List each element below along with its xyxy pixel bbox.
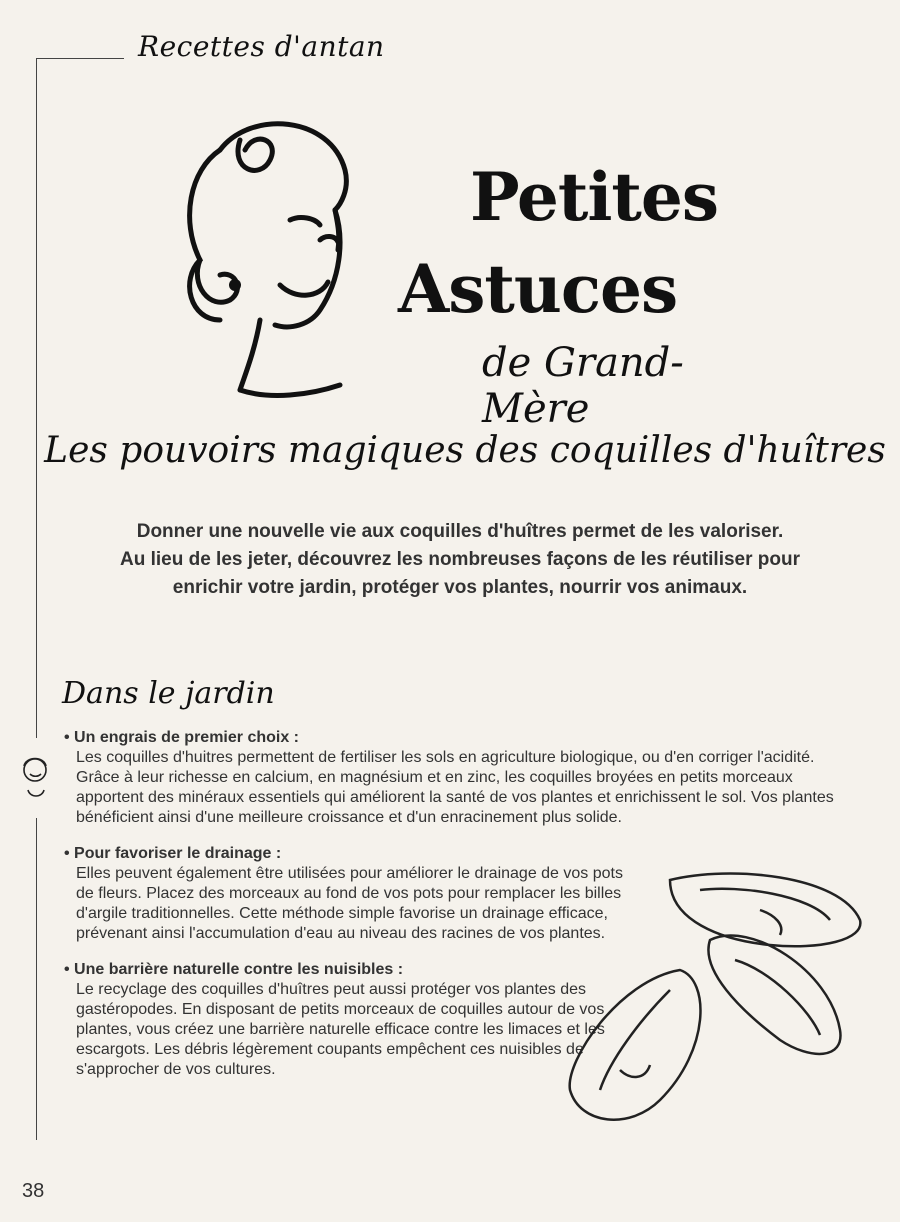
article-subtitle: Les pouvoirs magiques des coquilles d'huîtres	[44, 430, 886, 471]
page-number: 38	[22, 1180, 45, 1202]
oyster-shells-illustration	[560, 860, 870, 1130]
intro-paragraph	[80, 518, 840, 602]
title-line-astuces: Astuces	[398, 250, 678, 328]
main-title	[350, 150, 750, 432]
tip-text: Le recyclage des coquilles d'huîtres peut aussi protéger vos plantes des gastéropodes. En disposant de petits morceaux de coquilles autour de vos plantes, vous créez une barrière naturelle efficace contre les limaces et les escargots. Les débris légèrement coupants empêchent ces nuisibles de s'approcher de vos cultures.	[76, 981, 605, 1078]
grandmother-thumbnail-icon	[16, 752, 54, 804]
section-tag: Recettes d'antan	[138, 30, 385, 63]
header-rule	[36, 58, 124, 59]
tip-text: Les coquilles d'huitres permettent de fertiliser les sols en agriculture biologique, ou d'en corriger l'acidité. Grâce à leur richesse en calcium, en magnésium et en zinc, les coquilles broyées en petits morceaux apportent des minéraux essentiels qui améliorent la santé de vos plantes et enrichissent le sol. Vos plantes bénéficient ainsi d'une meilleure croissance et d'un enracinement plus solide.	[76, 749, 834, 826]
margin-rule	[36, 58, 37, 738]
tip-item	[64, 960, 624, 1080]
tip-title: • Pour favoriser le drainage :	[64, 845, 282, 862]
intro-line: Au lieu de les jeter, découvrez les nombreuses façons de les réutiliser pour	[119, 549, 801, 570]
intro-line: Donner une nouvelle vie aux coquilles d'huîtres permet de les valoriser.	[136, 521, 784, 542]
grandmother-portrait-illustration	[160, 110, 360, 410]
title-line-grand-mere: de Grand-Mère	[482, 340, 684, 432]
title-line-petites: Petites	[470, 158, 719, 236]
intro-line: enrichir votre jardin, protéger vos plantes, nourrir vos animaux.	[172, 577, 748, 598]
section-heading: Dans le jardin	[62, 676, 275, 711]
tip-item	[64, 844, 644, 944]
tip-title: • Un engrais de premier choix :	[64, 729, 299, 746]
margin-rule-lower	[36, 818, 37, 1140]
tip-text: Elles peuvent également être utilisées pour améliorer le drainage de vos pots de fleurs. Placez des morceaux au fond de vos pots pour remplacer les billes d'argile traditionnelles. Cette méthode simple favorise un drainage efficace, prévenant ainsi l'accumulation d'eau au niveau des racines de vos plantes.	[76, 865, 623, 942]
tip-title: • Une barrière naturelle contre les nuisibles :	[64, 961, 404, 978]
tip-item	[64, 728, 854, 828]
